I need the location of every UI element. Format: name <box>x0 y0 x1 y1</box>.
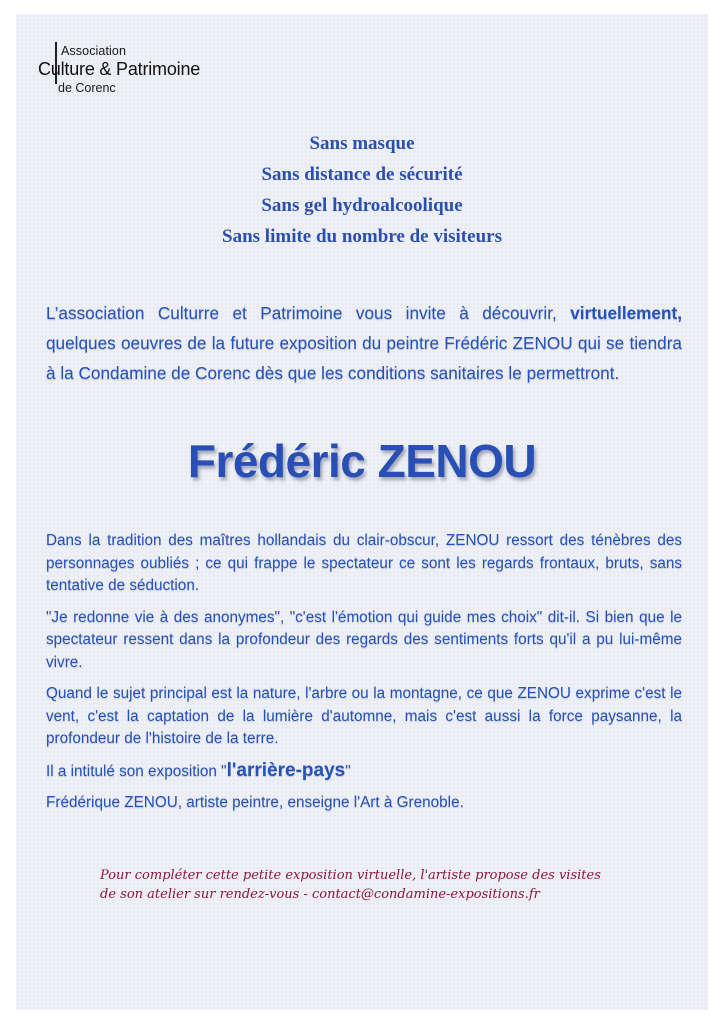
paragraph-artist-bio: Frédérique ZENOU, artiste peintre, enseigne l'Art à Grenoble. <box>46 794 464 811</box>
intro-bold-word: virtuellement, <box>570 303 682 323</box>
slogan-line: Sans masque <box>309 133 415 154</box>
intro-paragraph <box>46 298 682 388</box>
artist-name-heading: Frédéric ZENOU <box>187 435 537 487</box>
exhibition-title: l'arrière-pays <box>226 759 346 781</box>
paragraph-nature: Quand le sujet principal est la nature, l'arbre ou la montagne, ce que ZENOU exprime c'est le vent, c'est la captation de la lumière d'automne, mais c'est aussi la force paysanne, la profondeur de l'histoire de la terre. <box>46 685 682 747</box>
intro-text-end: quelques oeuvres de la future exposition du peintre Frédéric ZENOU qui se tiendra à la Condamine de Corenc dès que les conditions sanitaires le permettront. <box>46 333 682 383</box>
footer-line: Pour compléter cette petite exposition virtuelle, l'artiste propose des visites <box>100 868 601 883</box>
exhibition-title-prefix: Il a intitulé son exposition " <box>46 762 227 780</box>
slogan-line: Sans limite du nombre de visiteurs <box>222 226 502 247</box>
logo-line-place: de Corenc <box>58 81 116 95</box>
footer-note <box>100 866 660 904</box>
slogan-line: Sans distance de sécurité <box>261 164 463 185</box>
intro-text-start: L’association Culturre et Patrimoine vous invite à découvrir, <box>46 303 571 323</box>
paragraph-exhibition-title <box>46 760 682 784</box>
paragraph-tradition: Dans la tradition des maîtres hollandais du clair-obscur, ZENOU ressort des ténèbres des personnages oubliés ; ce qui frappe le spectateur ce sont les regards frontaux, bruts, sans tentative de séduction. <box>46 532 682 594</box>
slogan-block <box>0 128 724 252</box>
slogan-line: Sans gel hydroalcoolique <box>261 195 463 216</box>
artist-description <box>46 530 682 824</box>
logo-line-name: Culture & Patrimoine <box>38 59 201 79</box>
exhibition-title-suffix: " <box>345 762 351 780</box>
paragraph-quote: "Je redonne vie à des anonymes", "c'est l'émotion qui guide mes choix" dit-il. Si bien que le spectateur ressent dans la profondeur des regards des sentiments forts qu'il a pu lui-même vivre. <box>46 608 682 671</box>
footer-line: de son atelier sur rendez-vous - contact@condamine-expositions.fr <box>100 887 540 902</box>
logo-line-association: Association <box>61 44 127 58</box>
association-logo <box>38 40 201 104</box>
